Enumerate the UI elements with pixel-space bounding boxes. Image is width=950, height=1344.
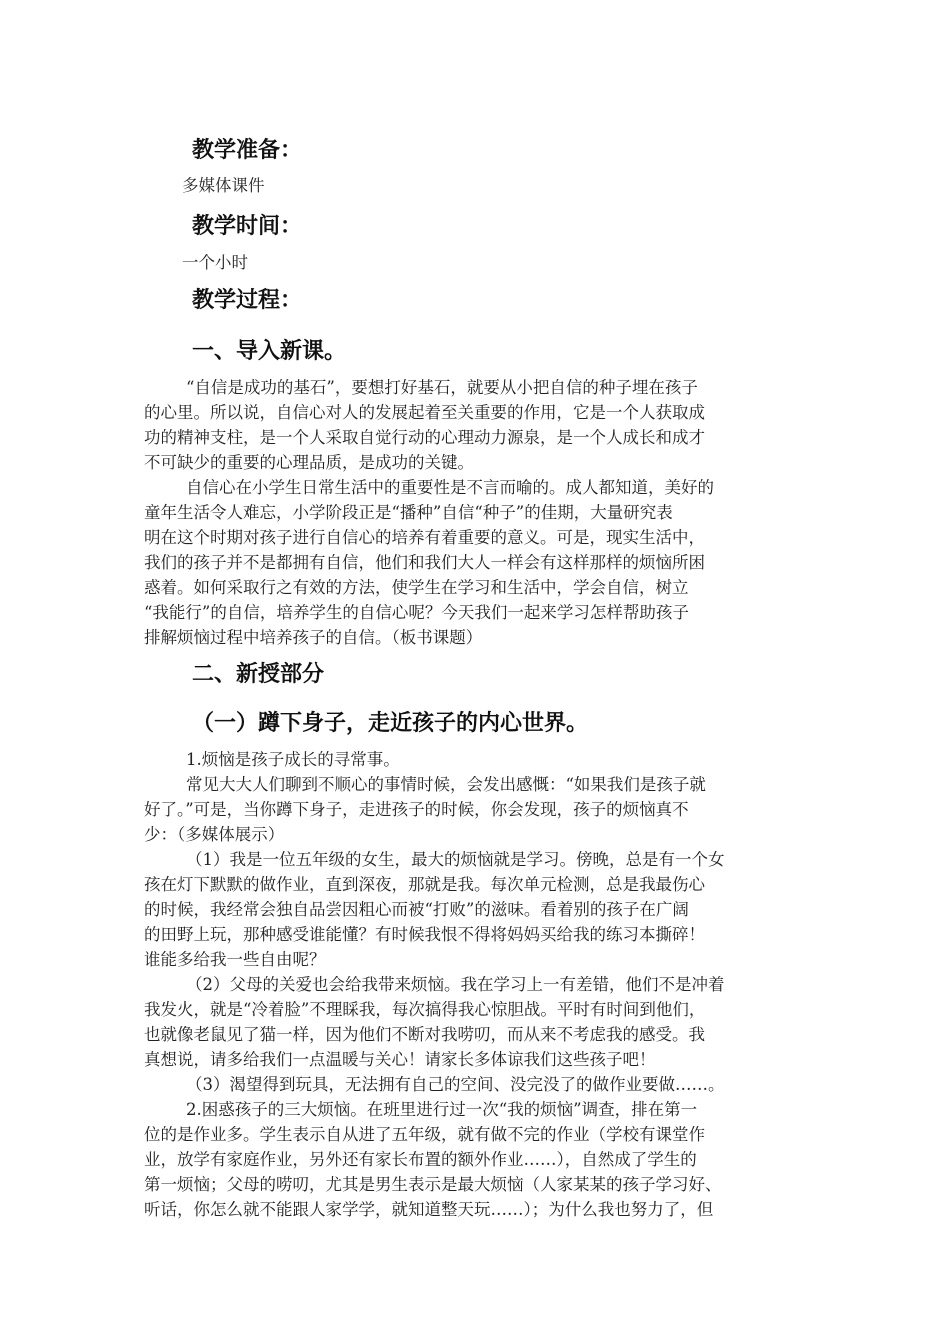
prep-text: 多媒体课件 [182, 176, 265, 195]
sub1-heading: （一）蹲下身子，走近孩子的内心世界。 [192, 711, 589, 736]
paragraph-line: （3）渴望得到玩具，无法拥有自己的空间、没完没了的做作业要做……。 [186, 1075, 725, 1094]
paragraph-line: 的时候，我经常会独自品尝因粗心而被“打败”的滋味。看着别的孩子在广阔 [144, 900, 689, 919]
paragraph-line: 不可缺少的重要的心理品质，是成功的关键。 [144, 453, 474, 472]
paragraph-line: 也就像老鼠见了猫一样，因为他们不断对我唠叨，而从来不考虑我的感受。我 [144, 1025, 705, 1044]
paragraph-line: 的心里。所以说，自信心对人的发展起着至关重要的作用，它是一个人获取成 [144, 403, 705, 422]
paragraph-line: “我能行”的自信，培养学生的自信心呢？今天我们一起来学习怎样帮助孩子 [144, 603, 689, 622]
time-text: 一个小时 [182, 253, 248, 272]
paragraph-line: 的田野上玩，那种感受谁能懂？有时候我恨不得将妈妈买给我的练习本撕碎！ [144, 925, 705, 944]
paragraph-line: 好了。”可是，当你蹲下身子，走进孩子的时候，你会发现，孩子的烦恼真不 [144, 800, 689, 819]
paragraph-line: 明在这个时期对孩子进行自信心的培养有着重要的意义。可是，现实生活中， [144, 528, 705, 547]
paragraph-line: 1.烦恼是孩子成长的寻常事。 [186, 750, 400, 769]
paragraph-line: 位的是作业多。学生表示自从进了五年级，就有做不完的作业（学校有课堂作 [144, 1125, 705, 1144]
paragraph-line: 我们的孩子并不是都拥有自信，他们和我们大人一样会有这样那样的烦恼所困 [144, 553, 705, 572]
paragraph-line: 听话，你怎么就不能跟人家学学，就知道整天玩……）；为什么我也努力了，但 [144, 1200, 714, 1219]
paragraph-line: 业，放学有家庭作业，另外还有家长布置的额外作业……），自然成了学生的 [144, 1150, 697, 1169]
paragraph-line: 真想说，请多给我们一点温暖与关心！请家长多体谅我们这些孩子吧！ [144, 1050, 656, 1069]
paragraph-line: 谁能多给我一些自由呢？ [144, 950, 326, 969]
paragraph-line: 功的精神支柱，是一个人采取自觉行动的心理动力源泉，是一个人成长和成才 [144, 428, 705, 447]
paragraph-line: 2.困惑孩子的三大烦恼。在班里进行过一次“我的烦恼”调查，排在第一 [186, 1100, 698, 1119]
paragraph-line: 惑着。如何采取行之有效的方法，使学生在学习和生活中，学会自信，树立 [144, 578, 689, 597]
paragraph-line: “自信是成功的基石”，要想打好基石，就要从小把自信的种子埋在孩子 [186, 378, 698, 397]
prep-heading: 教学准备： [192, 138, 303, 163]
paragraph-line: 孩在灯下默默的做作业，直到深夜，那就是我。每次单元检测，总是我最伤心 [144, 875, 705, 894]
paragraph-line: 我发火，就是“冷着脸”不理睬我，每次搞得我心惊胆战。平时有时间到他们， [144, 1000, 706, 1019]
paragraph-line: 自信心在小学生日常生活中的重要性是不言而喻的。成人都知道，美好的 [186, 478, 714, 497]
paragraph-line: （1）我是一位五年级的女生，最大的烦恼就是学习。傍晚，总是有一个女 [186, 850, 725, 869]
process-heading: 教学过程： [192, 288, 303, 313]
time-heading: 教学时间： [192, 214, 303, 239]
paragraph-line: 排解烦恼过程中培养孩子的自信。（板书课题） [144, 628, 483, 647]
paragraph-line: （2）父母的关爱也会给我带来烦恼。我在学习上一有差错，他们不是冲着 [186, 975, 725, 994]
part1-heading: 一、导入新课。 [192, 339, 347, 364]
paragraph-line: 常见大大人们聊到不顺心的事情时候，会发出感慨：“如果我们是孩子就 [186, 775, 706, 794]
paragraph-line: 童年生活令人难忘，小学阶段正是“播种”自信“种子”的佳期，大量研究表 [144, 503, 673, 522]
paragraph-line: 第一烦恼；父母的唠叨，尤其是男生表示是最大烦恼（人家某某的孩子学习好、 [144, 1175, 722, 1194]
part2-heading: 二、新授部分 [192, 662, 325, 687]
paragraph-line: 少：（多媒体展示） [144, 825, 285, 844]
